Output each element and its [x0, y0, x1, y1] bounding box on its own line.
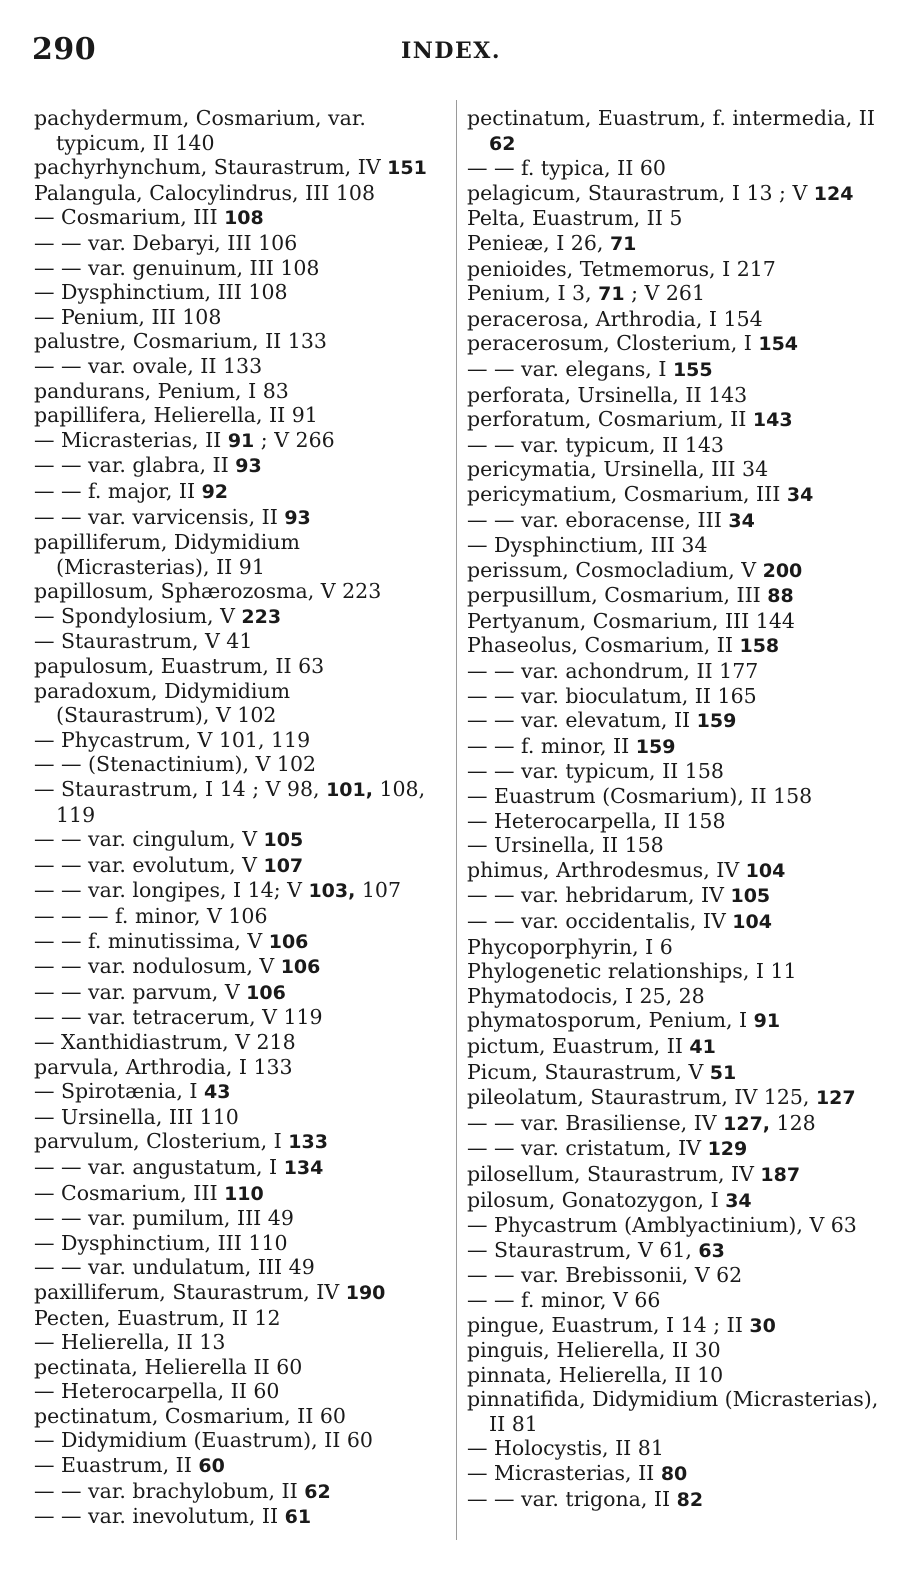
- entry-text: pachydermum, Cosmarium, var. typicum, II 140: [34, 106, 366, 155]
- entry-text: — Ursinella, II 158: [467, 833, 664, 858]
- entry-text: 108, 119: [56, 777, 426, 827]
- index-entry: [467, 482, 879, 508]
- entry-text: — — var. elevatum, II: [467, 708, 697, 733]
- entry-text: phimus, Arthrodesmus, IV: [467, 857, 746, 882]
- page-ref-bold: 108: [224, 207, 264, 230]
- index-entry: [467, 281, 879, 307]
- index-entry: [467, 1034, 879, 1060]
- page-ref-bold: 159: [696, 710, 737, 733]
- index-entry: [34, 181, 438, 206]
- entry-text: — — var. hebridarum, IV: [467, 883, 731, 908]
- page-ref-bold: 104: [732, 911, 772, 933]
- entry-text: — Phycastrum, V 101, 119: [34, 727, 311, 752]
- entry-text: — — var. elegans, I: [467, 356, 673, 381]
- index-entry: [34, 256, 438, 281]
- index-entry: [467, 1238, 879, 1264]
- page-ref-bold: 127: [815, 1087, 856, 1110]
- index-entry: [467, 909, 879, 935]
- entry-text: — Micrasterias, II: [467, 1461, 661, 1486]
- index-entry: [467, 1136, 879, 1162]
- entry-text: — — var. achondrum, II 177: [467, 659, 759, 684]
- page-ref-bold: 143: [752, 409, 793, 432]
- entry-text: — — f. major, II: [34, 478, 202, 503]
- index-entry: [34, 1306, 438, 1331]
- index-entry: [467, 659, 879, 684]
- page-ref-bold: 93: [235, 455, 262, 478]
- entry-text: — Dysphinctium, III 110: [34, 1230, 288, 1255]
- page-ref-bold: 41: [689, 1035, 716, 1058]
- index-entry: [467, 558, 879, 584]
- index-entry: [34, 904, 438, 929]
- entry-text: — — var. occidentalis, IV: [467, 909, 733, 933]
- entry-text: — — var. angustatum, I: [34, 1154, 284, 1179]
- index-entry: [34, 1129, 438, 1155]
- entry-text: Penium, I 3,: [467, 281, 599, 306]
- page-header: [0, 0, 900, 90]
- page-ref-bold: 159: [635, 735, 676, 758]
- index-entry: [34, 106, 438, 155]
- entry-text: — — var. Brebissonii, V 62: [467, 1263, 743, 1288]
- index-entry: [34, 403, 438, 428]
- index-entry: [34, 305, 438, 330]
- entry-text: — Phycastrum (Amblyactinium), V 63: [467, 1213, 857, 1238]
- page-ref-bold: 107: [263, 854, 304, 877]
- entry-text: — Penium, III 108: [34, 304, 222, 329]
- entry-text: — — var. bioculatum, II 165: [467, 683, 757, 708]
- entry-text: — — var. pumilum, III 49: [34, 1206, 294, 1231]
- index-entry: [34, 428, 438, 454]
- entry-text: — Staurastrum, V 61,: [467, 1237, 699, 1262]
- page-ref-bold: 71: [598, 283, 625, 306]
- index-entry: [34, 1181, 438, 1207]
- entry-text: Palangula, Calocylindrus, III 108: [34, 180, 376, 205]
- index-entry: [467, 1060, 879, 1086]
- entry-text: — — var. parvum, V: [34, 979, 247, 1004]
- entry-text: — — var. Debaryi, III 106: [34, 230, 298, 255]
- entry-text: Phymatodocis, I 25, 28: [467, 983, 705, 1008]
- page-ref-bold: 154: [758, 333, 799, 356]
- entry-text: pectinatum, Euastrum, f. intermedia, II: [467, 106, 876, 130]
- page-ref-bold: 61: [284, 1506, 312, 1529]
- index-entry: [467, 383, 879, 408]
- index-entry: [467, 433, 879, 458]
- entry-text: — Spondylosium, V: [34, 603, 242, 628]
- entry-text: ; V 261: [624, 281, 705, 306]
- page-ref-bold: 60: [198, 1455, 225, 1478]
- running-title: INDEX.: [401, 38, 501, 64]
- entry-text: — — var. cingulum, V: [34, 827, 264, 852]
- index-entry: [467, 1461, 879, 1487]
- page-ref-bold: 30: [749, 1314, 776, 1337]
- entry-text: Pelta, Euastrum, II 5: [467, 206, 683, 231]
- entry-text: — — var. typicum, II 158: [467, 759, 724, 784]
- entry-text: perforatum, Cosmarium, II: [467, 407, 753, 432]
- entry-text: — Cosmarium, III: [34, 205, 225, 230]
- index-entry: [467, 257, 879, 282]
- index-entry: [467, 357, 879, 383]
- entry-text: — Staurastrum, I 14 ; V 98,: [34, 777, 327, 802]
- page-ref-bold: 62: [489, 132, 516, 155]
- index-entry: [467, 1487, 879, 1513]
- entry-text: pileolatum, Staurastrum, IV 125,: [467, 1085, 816, 1110]
- page-ref-bold: 110: [224, 1182, 264, 1205]
- entry-text: — Spirotænia, I: [34, 1079, 205, 1104]
- index-entry: [34, 1428, 438, 1453]
- page-ref-bold: 34: [725, 1189, 752, 1212]
- entry-text: — Cosmarium, III: [34, 1180, 225, 1205]
- index-entry: [34, 354, 438, 379]
- index-entry: [467, 809, 879, 834]
- index-entry: [467, 181, 879, 207]
- entry-text: — — var. tetracerum, V 119: [34, 1005, 323, 1030]
- index-entry: [467, 609, 879, 634]
- entry-text: Pecten, Euastrum, II 12: [34, 1305, 281, 1330]
- page-ref-bold: 92: [201, 480, 229, 503]
- entry-text: Phylogenetic relationships, I 11: [467, 959, 797, 984]
- entry-text: perissum, Cosmocladium, V: [467, 557, 763, 582]
- index-entry: [34, 205, 438, 231]
- entry-text: phymatosporum, Penium, I: [467, 1008, 754, 1033]
- entry-text: — — var. cristatum, IV: [467, 1136, 708, 1161]
- entry-text: — Euastrum (Cosmarium), II 158: [467, 784, 813, 809]
- index-entry: [467, 1363, 879, 1388]
- index-entry: [34, 853, 438, 879]
- entry-text: — — var. Brasiliense, IV: [467, 1110, 724, 1135]
- index-entry: [467, 407, 879, 433]
- page-ref-bold: 187: [760, 1163, 801, 1186]
- entry-text: pandurans, Penium, I 83: [34, 378, 289, 403]
- entry-text: pilosellum, Staurastrum, IV: [467, 1161, 761, 1186]
- index-entry: [34, 1404, 438, 1429]
- page-ref-bold: 127,: [723, 1112, 771, 1135]
- entry-text: papillifera, Helierella, II 91: [34, 403, 318, 428]
- page-ref-bold: 105: [263, 829, 304, 852]
- index-entry: [34, 604, 438, 630]
- page-number: 290: [32, 32, 97, 67]
- page-ref-bold: 200: [762, 559, 803, 582]
- entry-text: pingue, Euastrum, I 14 ; II: [467, 1312, 750, 1337]
- entry-text: paxilliferum, Staurastrum, IV: [34, 1279, 346, 1304]
- index-column-right: [467, 106, 879, 1512]
- page-ref-bold: 223: [241, 605, 282, 628]
- entry-text: Phycoporphyrin, I 6: [467, 934, 673, 959]
- entry-text: — — var. glabra, II: [34, 453, 236, 478]
- index-entry: [34, 479, 438, 505]
- entry-text: 128: [770, 1110, 816, 1135]
- entry-text: — — — f. minor, V 106: [34, 904, 268, 928]
- index-entry: [34, 654, 438, 679]
- entry-text: parvula, Arthrodia, I 133: [34, 1054, 293, 1079]
- page-ref-bold: 34: [728, 509, 755, 532]
- entry-text: — — var. ovale, II 133: [34, 353, 263, 378]
- index-entry: [34, 1030, 438, 1055]
- page-ref-bold: 62: [304, 1480, 331, 1503]
- page-ref-bold: 124: [813, 182, 854, 205]
- entry-text: — Holocystis, II 81: [467, 1436, 664, 1461]
- entry-text: — — var. typicum, II 143: [467, 432, 724, 457]
- index-entry: [467, 1436, 879, 1461]
- entry-text: — Heterocarpella, II 60: [34, 1379, 280, 1404]
- index-entry: [467, 1263, 879, 1288]
- entry-text: — — (Stenactinium), V 102: [34, 752, 317, 777]
- index-entry: [34, 1255, 438, 1280]
- entry-text: — Ursinella, III 110: [34, 1104, 239, 1129]
- index-entry: [467, 935, 879, 960]
- entry-text: — — var. undulatum, III 49: [34, 1255, 315, 1280]
- entry-text: — — var. genuinum, III 108: [34, 255, 320, 280]
- index-entry: [467, 984, 879, 1009]
- index-entry: [467, 307, 879, 332]
- page-ref-bold: 129: [707, 1138, 748, 1161]
- page-ref-bold: 106: [280, 956, 321, 979]
- entry-text: — Euastrum, II: [34, 1453, 199, 1478]
- index-entry: [34, 878, 438, 904]
- index-entry: [467, 1288, 879, 1313]
- index-entry: [34, 505, 438, 531]
- index-entry: [34, 1355, 438, 1380]
- index-entry: [467, 759, 879, 784]
- index-entry: [467, 883, 879, 909]
- page-ref-bold: 151: [387, 157, 427, 180]
- entry-text: pectinata, Helierella II 60: [34, 1354, 303, 1379]
- entry-text: pachyrhynchum, Staurastrum, IV: [34, 155, 388, 180]
- index-entry: [34, 155, 438, 181]
- entry-text: peracerosum, Closterium, I: [467, 331, 759, 356]
- entry-text: pectinatum, Cosmarium, II 60: [34, 1403, 346, 1428]
- page-ref-bold: 101,: [326, 779, 373, 802]
- index-entry: [34, 1079, 438, 1105]
- page-ref-bold: 63: [698, 1239, 725, 1262]
- page-ref-bold: 34: [786, 483, 814, 506]
- index-entry: [34, 1379, 438, 1404]
- index-entry: [34, 1280, 438, 1306]
- index-entry: [467, 684, 879, 709]
- page-ref-bold: 82: [676, 1488, 704, 1511]
- entry-text: parvulum, Closterium, I: [34, 1129, 289, 1154]
- entry-text: — — var. nodulosum, V: [34, 954, 281, 979]
- entry-text: perforata, Ursinella, II 143: [467, 382, 748, 407]
- index-entry: [34, 453, 438, 479]
- index-entry: [467, 708, 879, 734]
- entry-text: — Dysphinctium, III 108: [34, 280, 288, 305]
- index-entry: [467, 533, 879, 558]
- page-ref-bold: 91: [753, 1010, 781, 1033]
- entry-text: pictum, Euastrum, II: [467, 1033, 690, 1058]
- entry-text: perpusillum, Cosmarium, III: [467, 583, 768, 608]
- index-entry: [467, 1213, 879, 1238]
- index-entry: [34, 752, 438, 777]
- index-entry: [34, 1155, 438, 1181]
- entry-text: pericymatia, Ursinella, III 34: [467, 457, 769, 482]
- entry-text: — Heterocarpella, II 158: [467, 808, 726, 833]
- index-entry: [34, 1231, 438, 1256]
- entry-text: Picum, Staurastrum, V: [467, 1059, 710, 1084]
- index-entry: [467, 858, 879, 884]
- entry-text: pericymatium, Cosmarium, III: [467, 481, 787, 506]
- column-divider: [456, 100, 457, 1540]
- index-column-left: [34, 106, 438, 1530]
- index-entry: [467, 784, 879, 809]
- entry-text: peracerosa, Arthrodia, I 154: [467, 306, 763, 331]
- entry-text: — — var. varvicensis, II: [34, 504, 285, 529]
- page-ref-bold: 133: [288, 1131, 328, 1154]
- page-ref-bold: 80: [660, 1463, 688, 1486]
- entry-text: — Dysphinctium, III 34: [467, 533, 708, 558]
- index-entry: [34, 1479, 438, 1505]
- index-entry: [34, 980, 438, 1006]
- index-entry: [467, 583, 879, 609]
- entry-text: — Staurastrum, V 41: [34, 629, 253, 654]
- index-entry: [34, 1206, 438, 1231]
- entry-text: — Xanthidiastrum, V 218: [34, 1029, 296, 1054]
- index-entry: [34, 827, 438, 853]
- page-ref-bold: 103,: [308, 880, 356, 903]
- page-ref-bold: 155: [672, 358, 713, 381]
- index-entry: [467, 206, 879, 231]
- index-entry: [34, 579, 438, 604]
- entry-text: — — f. minutissima, V: [34, 928, 269, 953]
- entry-text: — — var. eboracense, III: [467, 507, 729, 532]
- entry-text: — Didymidium (Euastrum), II 60: [34, 1428, 373, 1453]
- page-ref-bold: 91: [227, 429, 255, 452]
- index-entry: [467, 1387, 879, 1436]
- entry-text: Phaseolus, Cosmarium, II: [467, 633, 740, 658]
- page-ref-bold: 93: [284, 506, 311, 529]
- entry-text: — — var. brachylobum, II: [34, 1478, 305, 1503]
- page-ref-bold: 88: [767, 585, 794, 608]
- entry-text: Penieæ, I 26,: [467, 230, 610, 255]
- entry-text: — — f. minor, V 66: [467, 1287, 661, 1312]
- index-entry: [34, 954, 438, 980]
- index-entry: [467, 1008, 879, 1034]
- entry-text: pelagicum, Staurastrum, I 13 ; V: [467, 180, 814, 205]
- index-entry: [34, 679, 438, 728]
- index-entry: [467, 833, 879, 858]
- entry-text: 107: [355, 878, 401, 903]
- entry-text: — — f. minor, II: [467, 733, 636, 758]
- index-entry: [34, 280, 438, 305]
- index-entry: [34, 530, 438, 579]
- index-entry: [34, 1330, 438, 1355]
- entry-text: — — f. typica, II 60: [467, 156, 666, 181]
- entry-text: papulosum, Euastrum, II 63: [34, 654, 325, 679]
- index-entry: [467, 633, 879, 659]
- entry-text: palustre, Cosmarium, II 133: [34, 329, 327, 354]
- entry-text: — Micrasterias, II: [34, 427, 228, 452]
- index-entry: [34, 1005, 438, 1030]
- index-entry: [467, 508, 879, 534]
- index-entry: [34, 1453, 438, 1479]
- index-entry: [467, 734, 879, 760]
- index-entry: [467, 231, 879, 257]
- entry-text: — — var. trigona, II: [467, 1486, 677, 1511]
- index-entry: [34, 329, 438, 354]
- page-ref-bold: 134: [283, 1156, 324, 1179]
- entry-text: pilosum, Gonatozygon, I: [467, 1187, 726, 1212]
- page-ref-bold: 190: [345, 1281, 386, 1304]
- index-entry: [34, 1504, 438, 1530]
- entry-text: — — var. longipes, I 14; V: [34, 878, 309, 903]
- entry-text: papillosum, Sphærozosma, V 223: [34, 579, 382, 604]
- index-entry: [34, 231, 438, 256]
- index-entry: [34, 1105, 438, 1130]
- index-entry: [467, 331, 879, 357]
- page-ref-bold: 51: [709, 1061, 737, 1084]
- index-entry: [467, 156, 879, 181]
- page-ref-bold: 106: [246, 981, 286, 1004]
- index-entry: [467, 959, 879, 984]
- entry-text: Pertyanum, Cosmarium, III 144: [467, 608, 795, 633]
- index-entry: [34, 1055, 438, 1080]
- page-ref-bold: 105: [730, 885, 771, 908]
- entry-text: — Helierella, II 13: [34, 1330, 226, 1355]
- entry-text: papilliferum, Didymidium (Micrasterias), II 91: [34, 530, 300, 579]
- entry-text: ; V 266: [254, 427, 335, 452]
- entry-text: pinnata, Helierella, II 10: [467, 1362, 724, 1387]
- page-ref-bold: 106: [268, 930, 309, 953]
- index-entry: [34, 777, 438, 827]
- entry-text: pinnatifida, Didymidium (Micrasterias), II 81: [467, 1387, 879, 1436]
- index-entry: [467, 106, 879, 156]
- index-entry: [467, 1085, 879, 1111]
- entry-text: paradoxum, Didymidium (Staurastrum), V 102: [34, 678, 291, 728]
- page-ref-bold: 71: [609, 232, 637, 255]
- index-entry: [34, 728, 438, 753]
- index-entry: [467, 1338, 879, 1363]
- entry-text: — — var. inevolutum, II: [34, 1504, 285, 1529]
- index-entry: [34, 929, 438, 955]
- index-entry: [467, 1313, 879, 1339]
- page-ref-bold: 43: [204, 1081, 231, 1104]
- index-entry: [467, 1111, 879, 1137]
- entry-text: pinguis, Helierella, II 30: [467, 1338, 721, 1363]
- index-entry: [34, 629, 438, 654]
- index-entry: [467, 457, 879, 482]
- page-ref-bold: 158: [739, 635, 780, 658]
- entry-text: penioides, Tetmemorus, I 217: [467, 256, 776, 281]
- index-entry: [467, 1162, 879, 1188]
- index-entry: [34, 379, 438, 404]
- page-ref-bold: 104: [745, 859, 786, 882]
- index-entry: [467, 1188, 879, 1214]
- entry-text: — — var. evolutum, V: [34, 852, 264, 877]
